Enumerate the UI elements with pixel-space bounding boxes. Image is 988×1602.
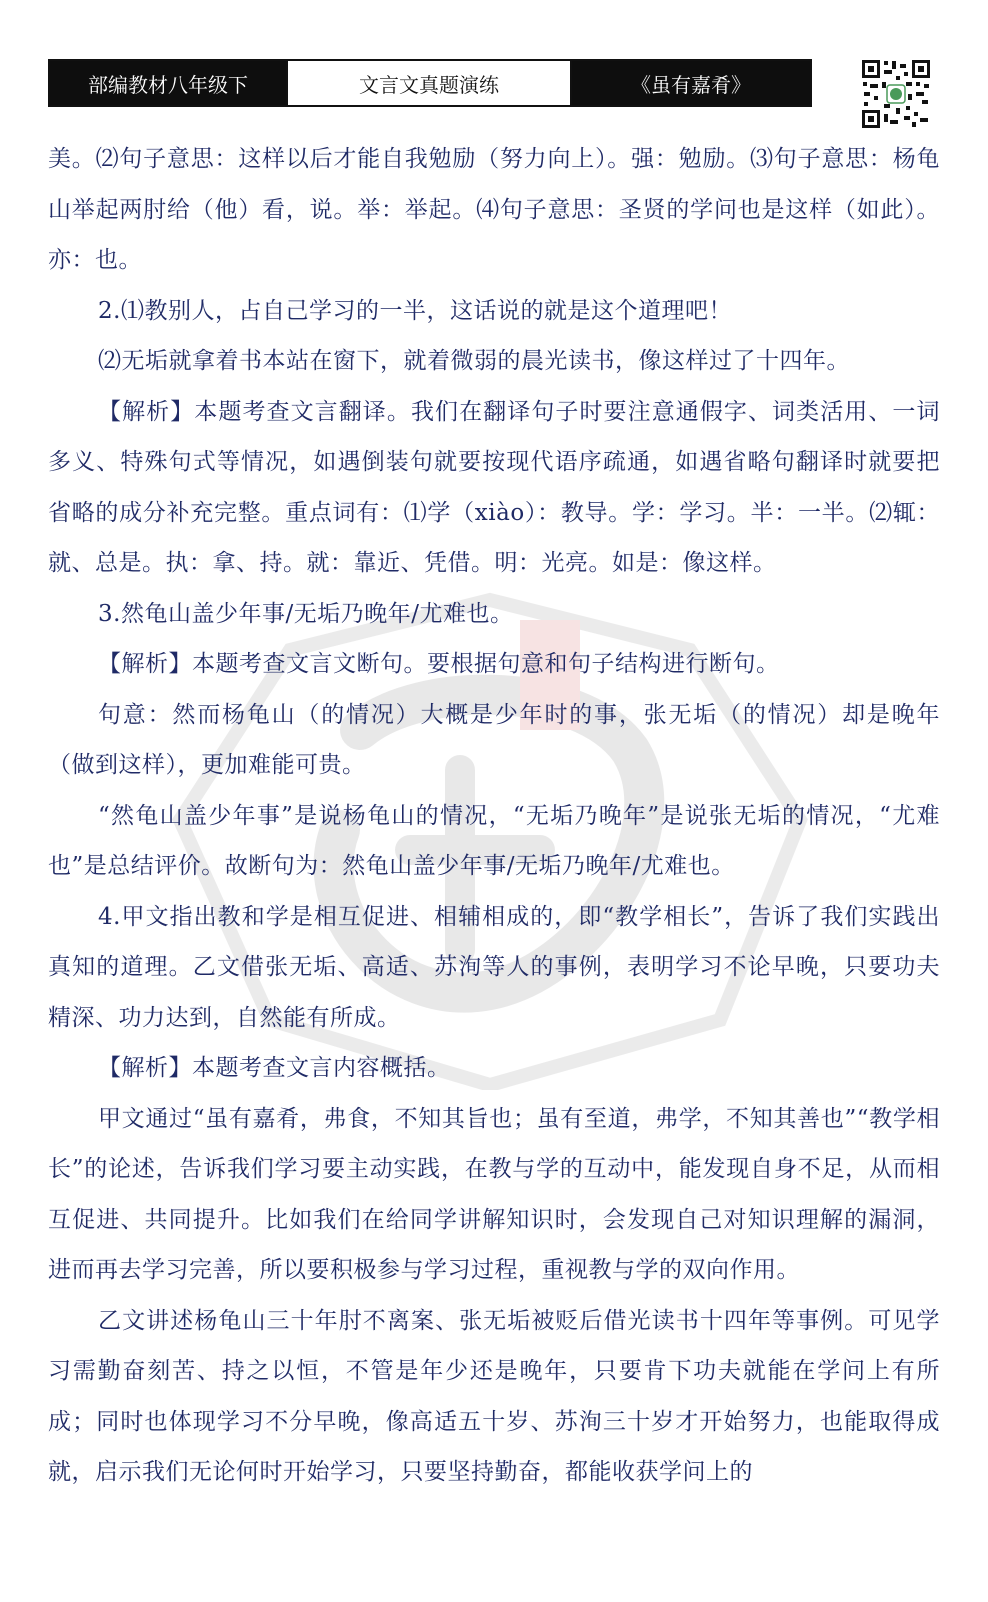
header-section-title: 文言文真题演练	[286, 61, 572, 105]
paragraph: 3.然龟山盖少年事/无垢乃晚年/尤难也。	[98, 600, 514, 627]
paragraph: 甲文通过“虽有嘉肴，弗食，不知其旨也；虽有至道，弗学，不知其善也”“教学相长”的论述，告诉我们学习要主动实践，在教与学的互动中，能发现自身不足，从而相互促进、共同提升。比如我们在给同学讲解知识时，会发现自己对知识理解的漏洞，进而再去学习完善，所以要积极参与学习过程，重视教与学的双向作用。	[48, 1105, 940, 1283]
paragraph: 句意：然而杨龟山（的情况）大概是少年时的事，张无垢（的情况）却是晚年（做到这样），更加难能可贵。	[48, 701, 940, 778]
answer-content	[48, 134, 940, 1498]
header-bar	[48, 59, 812, 107]
paragraph: 乙文讲述杨龟山三十年肘不离案、张无垢被贬后借光读书十四年等事例。可见学习需勤奋刻苦、持之以恒，不管是年少还是晚年，只要肯下功夫就能在学问上有所成；同时也体现学习不分早晚，像高适五十岁、苏洵三十岁才开始努力，也能取得成就，启示我们无论何时开始学习，只要坚持勤奋，都能收获学问上的	[48, 1307, 940, 1485]
paragraph: 【解析】本题考查文言翻译。我们在翻译句子时要注意通假字、词类活用、一词多义、特殊句式等情况，如遇倒装句就要按现代语序疏通，如遇省略句翻译时就要把省略的成分补充完整。重点词有：⑴学（xiào）：教导。学：学习。半：一半。⑵辄：就、总是。执：拿、持。就：靠近、凭借。明：光亮。如是：像这样。	[48, 398, 940, 576]
paragraph: 2.⑴教别人，占自己学习的一半，这话说的就是这个道理吧！	[98, 297, 732, 324]
paragraph: 【解析】本题考查文言文断句。要根据句意和句子结构进行断句。	[98, 651, 780, 677]
paragraph: ⑵无垢就拿着书本站在窗下，就着微弱的晨光读书，像这样过了十四年。	[98, 348, 850, 374]
paragraph: 美。⑵句子意思：这样以后才能自我勉励（努力向上）。强：勉励。⑶句子意思：杨龟山举起两肘给（他）看，说。举：举起。⑷句子意思：圣贤的学问也是这样（如此）。亦：也。	[48, 146, 940, 273]
header-article-title: 《虽有嘉肴》	[572, 61, 810, 105]
qr-code-icon	[860, 58, 932, 130]
paragraph: 【解析】本题考查文言内容概括。	[98, 1055, 451, 1081]
paragraph: 4.甲文指出教和学是相互促进、相辅相成的，即“教学相长”，告诉了我们实践出真知的道理。乙文借张无垢、高适、苏洵等人的事例，表明学习不论早晚，只要功夫精深、功力达到，自然能有所成。	[48, 903, 940, 1031]
header-textbook-label: 部编教材八年级下	[50, 61, 286, 105]
paragraph: “然龟山盖少年事”是说杨龟山的情况，“无垢乃晚年”是说张无垢的情况，“尤难也”是总结评价。故断句为：然龟山盖少年事/无垢乃晚年/尤难也。	[48, 802, 940, 879]
